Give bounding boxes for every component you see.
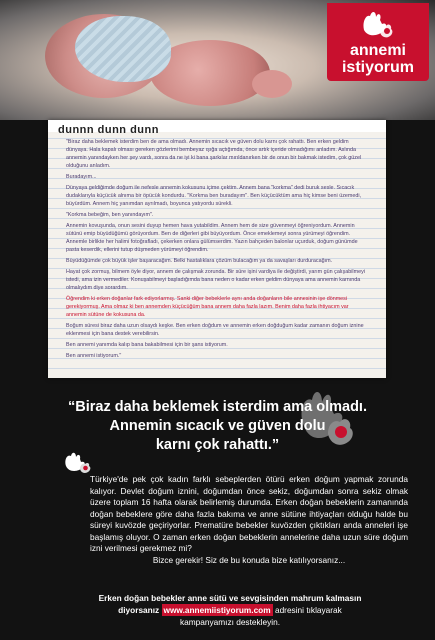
letter-paragraph: Boğum süresi biraz daha uzun olsaydı keşke. Ben erken doğdum ve annemin erken doğduğum kadar zamanın doğum iznine eklenmesi için bana destek verebilirsin. [66, 323, 364, 337]
letter-paragraph: Büyüdüğümde çok büyük işler başaracağım. Belki hastalıklara çözüm bulacağım ya da savaşları durduracağım. [66, 258, 333, 264]
cta-suffix: adresini tıklayarak [274, 605, 342, 615]
baby-cap [75, 16, 171, 82]
letter-highlight-paragraph: Öğrendim ki erken doğanlar fark ediyorlarmış. Sanki diğer bebeklerle aynı anda doğanların bile annesinin işe dönmesi gerekiyormuş. Ama olmaz ki ben annemden küçücüğüm bana annem daha fazla lazım. Benim daha fazla ihtiyacım var annemin sütüne de kokusuna da. [66, 296, 349, 318]
letter-body [66, 138, 366, 363]
letter-paragraph: "Biraz daha beklemek isterdim ben de ama olmadı. Annemin sıcacık ve güven dolu karnı çok rahattı. Ben erken geldim dünyaya. Hala kapalı olması gereken gözlerimi bembeyaz ışığa açtığımda, önce artık içeride olmadığımı anladım. Aslında annemin yanındayken her şey vardı, sonra da ne iyi ki bana şarkılar mırıldanırken bir de onun bir bakmak istedim, çok güzel olduğunu anladım. [66, 139, 362, 169]
letter-paper [48, 120, 386, 378]
body-closing: Bizce gerekir! Siz de bu konuda bize katılıyorsanız... [152, 554, 346, 565]
quote-line: “Biraz daha beklemek isterdim ama olmadı. [68, 399, 367, 415]
cta-bold-line: Erken doğan bebekler anne sütü ve sevgisinden mahrum kalmasın [98, 593, 362, 603]
campaign-body [90, 474, 408, 566]
quote-line: Annemin sıcacık ve güven dolu [109, 418, 326, 434]
letter-paragraph: "Korkma bebeğim, ben yanındayım". [66, 212, 154, 218]
headline-quote [40, 398, 395, 455]
small-hands-icon [63, 450, 95, 476]
body-paragraph: Türkiye'de pek çok kadın farklı sebeplerden ötürü erken doğum yapmak zorunda kalıyor. Devlet doğum iznini, doğumdan önce sekiz, doğumdan sonra sekiz olmak üzere toplam 16 hafta olarak belirlemiş durumda. Erken doğan bebeklerin zamanında doğan bebeklere göre daha fazla bakıma ve anne sütüne ihtiyaçları olduğu halde bu süreyi kuvözde geçiriyorlar. Prematüre bebekler kuvözden çıktıkları anda anneleri işe başlamış oluyor. O zaman erken doğan bebeklerin annelerine daha uzun süre doğum izni verilmesi gerekmez mi? [90, 474, 408, 553]
letter-paragraph: Buradayım... [66, 174, 97, 180]
baby-hand [252, 70, 292, 98]
quote-line: karnı çok rahattı.” [155, 437, 280, 453]
hands-logo-icon [360, 8, 396, 42]
letter-paragraph: Annemin kovuşunda, onun sesini duyup hemen hava yutabildim. Annem hem de size güvenmeyi öğreniyordum. Annemin sütünü emip büyüdüğümü görüyordum. Ben de diğerleri gibi büyüyordum. Önce emeklemeyi sonra yürümeyi öğrendim. Annemle birlikte her halimi fotoğrafladı, çekerken onlara gülümserdim. Yazın bahçeden balonlar uçurduk, doğum günümde pasta keserdik, ellerini tutup düşmeden yürümeyi öğrendim. [66, 223, 358, 253]
logo-line1: annemi [349, 42, 406, 59]
letter-paragraph: Hayat çok zormuş, bilmem öyle diyor, annem de çalışmak zorunda. Bir süre işini vardiya ile değiştirdi, yarım gün çalışabilmeyi istedi, ama izin vermediler. Konuşabilmeyi başladığımda bana neden o kadar erken geldim dünyaya ama annemin karnında olmalıydım diye sorardım. [66, 269, 365, 291]
baby-head [45, 14, 163, 98]
letter-paragraph: Dünyaya geldiğimde doğum ile nefesle annemin kokusunu içime çektim. Annem bana "korkma" dedi buruk sesle. Sıcacık dudaklarıyla küçücük alnıma bir öpücük kondurdu. "Korkma ben buradayım". Ben küçücüktüm ama hiç kimse beni üzemedi, büyürdüm. Annem hiç yanımdan ayrılmadı, boyunca yatıyordu sürekli. [66, 185, 362, 207]
cta-prefix: diyorsanız [118, 605, 160, 615]
scribble-heading: dunnn dunn dunn [58, 124, 159, 136]
campaign-url-link[interactable]: www.annemiistiyorum.com [163, 605, 271, 615]
letter-paragraph: Ben annemi istiyorum." [66, 353, 122, 359]
logo-line2: istiyorum [341, 59, 414, 76]
letter-paragraph: Ben annemi yanımda kalıp bana bakabilmesi için bir şans istiyorum. [66, 342, 228, 348]
call-to-action [80, 592, 380, 628]
cta-last-line: kampanyamızı destekleyin. [179, 617, 281, 627]
brand-logo[interactable] [327, 3, 429, 81]
